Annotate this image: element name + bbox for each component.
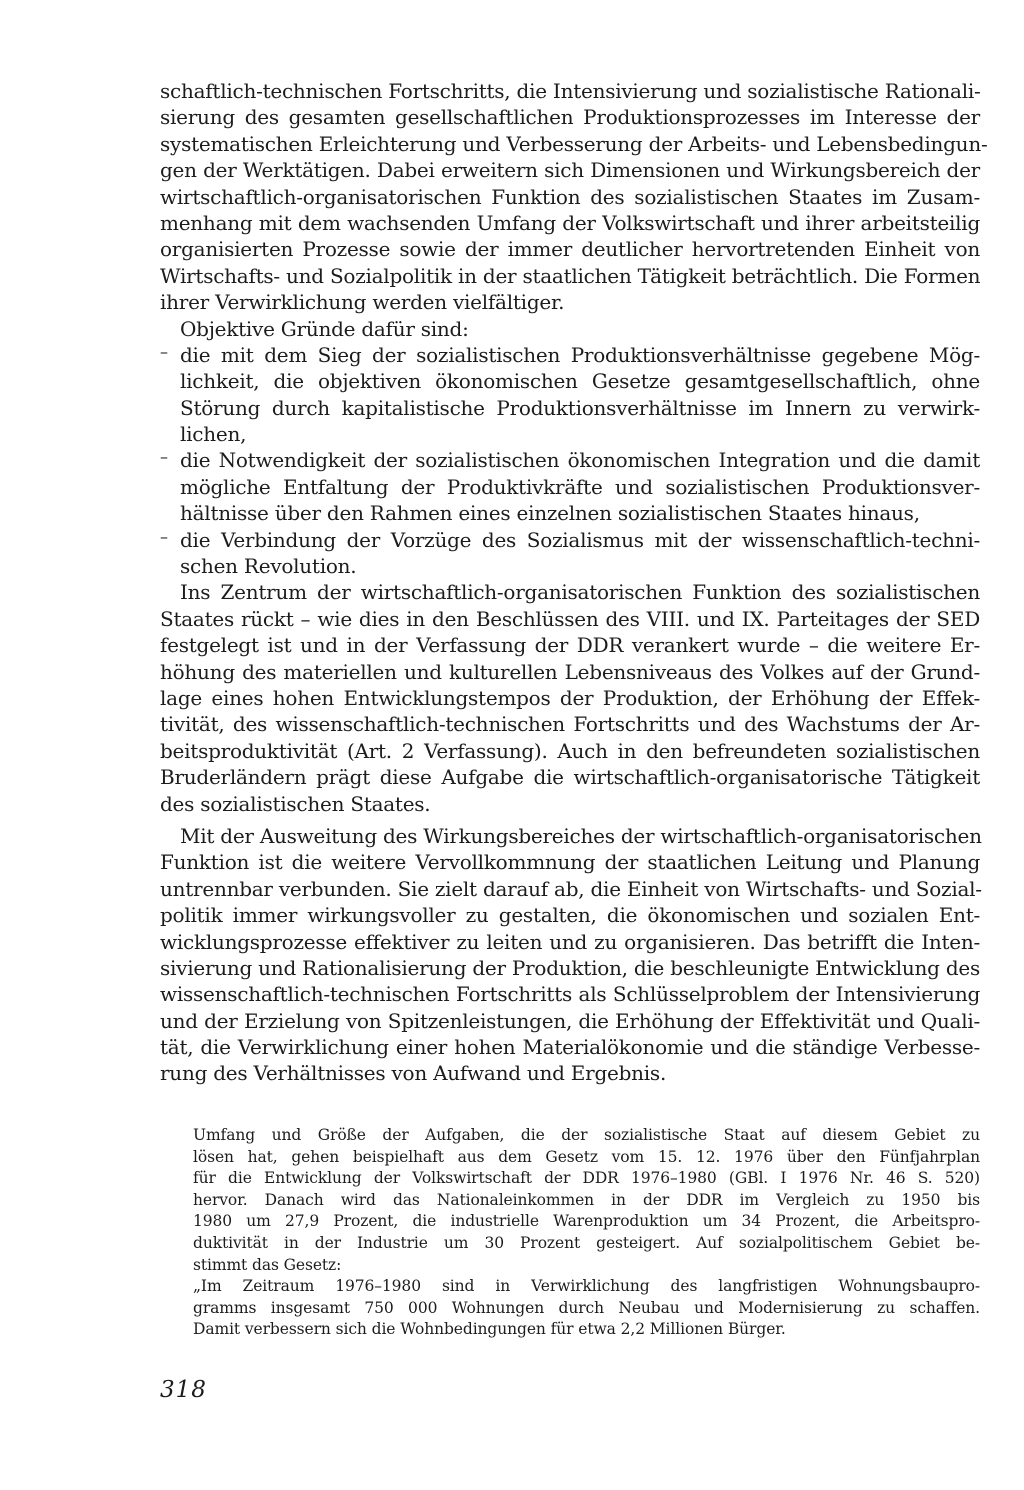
text-line: festgelegt ist und in der Verfassung der DDR verankert wurde – die weitere Er- [160,633,980,658]
footnote-line: 1980 um 27,9 Prozent, die industrielle Warenproduktion um 34 Prozent, die Arbeitspro- [193,1212,980,1231]
text-line: Störung durch kapitalistische Produktionsverhältnisse im Innern zu verwirk- [180,395,980,420]
text-line: Mit der Ausweitung des Wirkungsbereiches der wirtschaftlich-organisatorischen [180,823,982,848]
footnote-line: hervor. Danach wird das Nationaleinkommen in der DDR im Vergleich zu 1950 bis [193,1190,980,1209]
text-line: des sozialistischen Staates. [160,791,431,816]
text-line: wissenschaftlich-technischen Fortschritts als Schlüsselproblem der Intensivierung [160,982,980,1007]
main-text [160,78,988,1087]
reasons-list [160,342,980,580]
text-line: sierung des gesamten gesellschaftlichen Produktionsprozesses im Interesse der [160,105,980,130]
text-line: mögliche Entfaltung der Produktivkräfte und sozialistischen Produktionsver- [180,474,980,499]
text-line: die Notwendigkeit der sozialistischen ökonomischen Integration und die damit [180,448,980,473]
text-line: höhung des materiellen und kulturellen Lebensniveaus des Volkes auf der Grund- [160,659,980,684]
text-line: sivierung und Rationalisierung der Produktion, die beschleunigte Entwicklung des [160,955,980,980]
text-line: und der Erzielung von Spitzenleistungen, die Erhöhung der Effektivität und Quali- [160,1008,980,1033]
footnote-block [193,1125,980,1341]
text-line: untrennbar verbunden. Sie zielt darauf ab, die Einheit von Wirtschafts- und Sozial- [160,876,982,901]
text-line: lichkeit, die objektiven ökonomischen Gesetze gesamtgesellschaftlich, ohne [180,369,980,394]
text-line: rung des Verhältnisses von Aufwand und Ergebnis. [160,1061,667,1086]
text-line: schaftlich-technischen Fortschritts, die Intensivierung und sozialistische Rationali- [160,79,981,103]
text-line: menhang mit dem wachsenden Umfang der Volkswirtschaft und ihrer arbeitsteilig [160,210,980,235]
dash-bullet: – [160,447,168,467]
dash-bullet: – [160,526,168,546]
text-line: gen der Werktätigen. Dabei erweitern sich Dimensionen und Wirkungsbereich der [160,158,980,183]
text-line: organisierten Prozesse sowie der immer deutlicher hervortretenden Einheit von [160,237,980,262]
text-line: ihrer Verwirklichung werden vielfältiger. [160,290,565,315]
paragraph [160,823,980,1087]
text-line: Wirtschafts- und Sozialpolitik in der staatlichen Tätigkeit beträchtlich. Die Formen [160,263,981,288]
footnote-line: Damit verbessern sich die Wohnbedingungen für etwa 2,2 Millionen Bürger. [193,1320,786,1339]
dash-bullet: – [160,341,168,361]
text-line: schen Revolution. [180,554,357,579]
text-line: Funktion ist die weitere Vervollkommnung der staatlichen Leitung und Planung [160,850,980,875]
text-line: hältnisse über den Rahmen eines einzelnen sozialistischen Staates hinaus, [180,501,920,526]
list-item [160,527,980,580]
paragraph [160,579,980,817]
list-item [160,342,980,448]
footnote-line: Umfang und Größe der Aufgaben, die der sozialistische Staat auf diesem Gebiet zu [193,1126,980,1144]
text-line: lichen, [180,422,247,447]
text-line: Ins Zentrum der wirtschaftlich-organisatorischen Funktion des sozialistischen [180,580,980,605]
paragraph [160,78,988,316]
text-line: wicklungsprozesse effektiver zu leiten und zu organisieren. Das betrifft die Inten- [160,929,980,954]
footnote-line: lösen hat, gehen beispielhaft aus dem Gesetz vom 15. 12. 1976 über den Fünfjahrplan [193,1147,980,1166]
list-item [160,447,980,526]
text-line: politik immer wirkungsvoller zu gestalten, die ökonomischen und sozialen Ent- [160,903,980,928]
text-line: systematischen Erleichterung und Verbesserung der Arbeits- und Lebensbedingun- [160,131,988,156]
footnote-line: gramms insgesamt 750 000 Wohnungen durch Neubau und Modernisierung zu schaffen. [193,1298,980,1317]
text-line: beitsproduktivität (Art. 2 Verfassung). Auch in den befreundeten sozialistischen [160,738,980,763]
footnote-line: stimmt das Gesetz: [193,1255,342,1274]
text-line: wirtschaftlich-organisatorischen Funktion des sozialistischen Staates im Zusam- [160,184,980,209]
list-intro: Objektive Gründe dafür sind: [180,316,469,341]
text-line: die Verbindung der Vorzüge des Sozialismus mit der wissenschaftlich-techni- [180,527,980,552]
page-number: 318 [160,1377,207,1403]
text-line: tivität, des wissenschaftlich-technischen Fortschritts und des Wachstums der Ar- [160,712,980,737]
text-line: die mit dem Sieg der sozialistischen Produktionsverhältnisse gegebene Mög- [180,342,980,367]
text-line: Staates rückt – wie dies in den Beschlüssen des VIII. und IX. Parteitages der SED [160,606,980,631]
footnote-line: duktivität in der Industrie um 30 Prozent gesteigert. Auf sozialpolitischem Gebiet be- [193,1233,980,1252]
text-line: tät, die Verwirklichung einer hohen Materialökonomie und die ständige Verbesse- [160,1035,980,1060]
footnote-line: für die Entwicklung der Volkswirtschaft der DDR 1976–1980 (GBl. I 1976 Nr. 46 S. 520) [193,1169,980,1188]
footnote-line: „Im Zeitraum 1976–1980 sind in Verwirklichung des langfristigen Wohnungsbaupro- [193,1277,980,1296]
text-line: Bruderländern prägt diese Aufgabe die wirtschaftlich-organisatorische Tätigkeit [160,765,980,790]
text-line: lage eines hohen Entwicklungstempos der Produktion, der Erhöhung der Effek- [160,685,980,710]
